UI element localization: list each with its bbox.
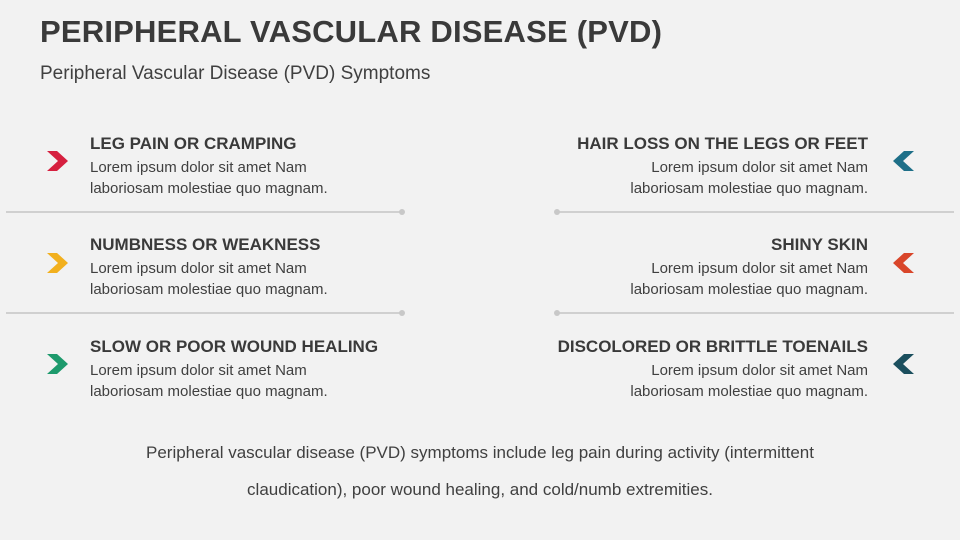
divider-dot bbox=[399, 310, 405, 316]
divider-line bbox=[6, 312, 402, 314]
symptom-description-line: Lorem ipsum dolor sit amet Nam bbox=[90, 362, 307, 379]
symptom-heading: DISCOLORED OR BRITTLE TOENAILS bbox=[557, 337, 868, 356]
page-title: PERIPHERAL VASCULAR DISEASE (PVD) bbox=[40, 14, 663, 49]
summary-line: Peripheral vascular disease (PVD) symptoms include leg pain during activity (intermittent bbox=[145, 443, 814, 462]
symptom-description-line: laboriosam molestiae quo magnam. bbox=[630, 281, 868, 298]
symptom-description-line: laboriosam molestiae quo magnam. bbox=[90, 383, 328, 400]
symptom-item-leg-pain bbox=[90, 134, 510, 199]
divider-line bbox=[557, 312, 954, 314]
chevron-left-icon bbox=[892, 151, 914, 171]
symptom-description-line: Lorem ipsum dolor sit amet Nam bbox=[90, 159, 307, 176]
symptom-item-toenails bbox=[448, 337, 868, 402]
symptom-description-line: Lorem ipsum dolor sit amet Nam bbox=[651, 362, 868, 379]
divider-dot bbox=[554, 310, 560, 316]
symptom-description-line: laboriosam molestiae quo magnam. bbox=[90, 281, 328, 298]
chevron-right-icon bbox=[47, 253, 69, 273]
chevron-left-icon bbox=[892, 354, 914, 374]
symptom-heading: SHINY SKIN bbox=[771, 235, 868, 254]
symptom-item-shiny-skin bbox=[448, 235, 868, 300]
symptom-description-line: Lorem ipsum dolor sit amet Nam bbox=[90, 260, 307, 277]
divider-line bbox=[6, 211, 402, 213]
symptom-heading: LEG PAIN OR CRAMPING bbox=[90, 134, 297, 153]
divider-dot bbox=[554, 209, 560, 215]
chevron-right-icon bbox=[47, 151, 69, 171]
chevron-left-icon bbox=[892, 253, 914, 273]
symptom-description-line: laboriosam molestiae quo magnam. bbox=[90, 180, 328, 197]
symptom-description-line: Lorem ipsum dolor sit amet Nam bbox=[651, 260, 868, 277]
divider-dot bbox=[399, 209, 405, 215]
summary-line: claudication), poor wound healing, and cold/numb extremities. bbox=[247, 480, 713, 499]
page-subtitle: Peripheral Vascular Disease (PVD) Symptoms bbox=[40, 63, 431, 84]
symptom-item-numbness bbox=[90, 235, 510, 300]
symptom-item-wound-healing bbox=[90, 337, 510, 402]
summary-paragraph bbox=[60, 434, 900, 508]
chevron-right-icon bbox=[47, 354, 69, 374]
divider-line bbox=[557, 211, 954, 213]
symptom-description-line: laboriosam molestiae quo magnam. bbox=[630, 383, 868, 400]
symptom-description-line: laboriosam molestiae quo magnam. bbox=[630, 180, 868, 197]
symptom-heading: HAIR LOSS ON THE LEGS OR FEET bbox=[577, 134, 868, 153]
symptom-heading: SLOW OR POOR WOUND HEALING bbox=[90, 337, 379, 356]
symptom-item-hair-loss bbox=[448, 134, 868, 199]
symptom-heading: NUMBNESS OR WEAKNESS bbox=[90, 235, 321, 254]
symptom-description-line: Lorem ipsum dolor sit amet Nam bbox=[651, 159, 868, 176]
